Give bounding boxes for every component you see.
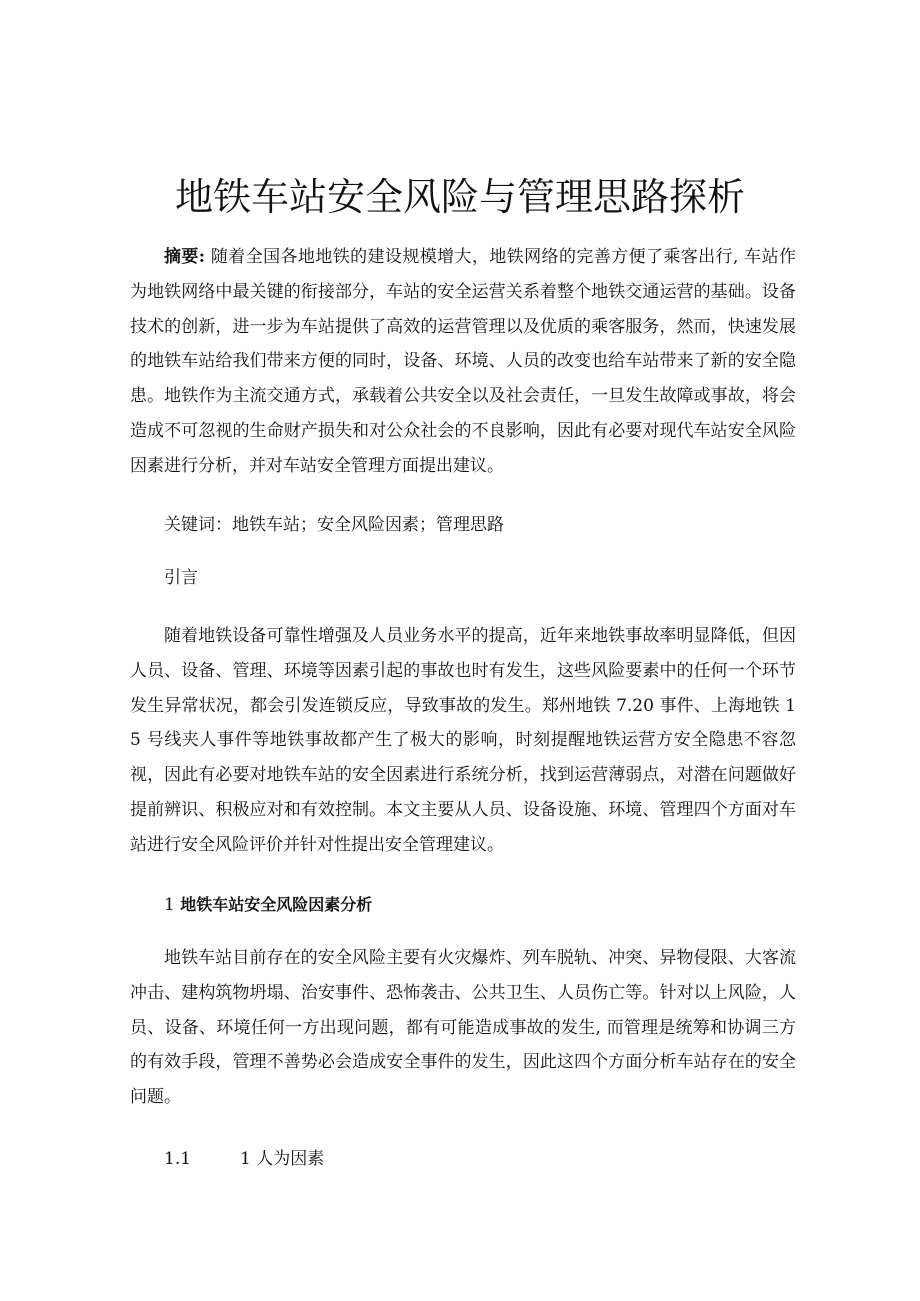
intro-paragraph: 随着地铁设备可靠性增强及人员业务水平的提高，近年来地铁事故率明显降低，但因人员、设备、管理、环境等因素引起的事故也时有发生，这些风险要素中的任何一个环节发生异常状况，都会引发连锁反应，导致事故的发生。郑州地铁 7.20 事件、上海地铁 15 号线夹人事件等地铁事故都产生了极大的影响，时刻提醒地铁运营方安全隐患不容忽视，因此有必要对地铁车站的安全因素进行系统分析，找到运营薄弱点，对潜在问题做好提前辨识、积极应对和有效控制。本文主要从人员、设备设施、环境、管理四个方面对车站进行安全风险评价并针对性提出安全管理建议。: [130, 626, 796, 855]
section-1-title: 地铁车站安全风险因素分析: [180, 895, 373, 914]
subsection-number: 1.1: [164, 1149, 192, 1169]
section-1-paragraph: 地铁车站目前存在的安全风险主要有火灾爆炸、列车脱轨、冲突、异物侵限、大客流冲击、建构筑物坍塌、治安事件、恐怖袭击、公共卫生、人员伤亡等。针对以上风险，人员、设备、环境任何一方出现问题，都有可能造成事故的发生, 而管理是统筹和协调三方的有效手段，管理不善势必会造成安全事件的发生，因此这四个方面分析车站存在的安全问题。: [130, 948, 796, 1108]
section-1-number: 1: [164, 895, 175, 915]
intro-heading: 引言: [164, 568, 198, 588]
abstract-paragraph: [130, 240, 796, 484]
abstract-text: 随着全国各地地铁的建设规模增大，地铁网络的完善方便了乘客出行, 车站作为地铁网络中最关键的衔接部分，车站的安全运营关系着整个地铁交通运营的基础。设备技术的创新，进一步为车站提供了高效的运营管理以及优质的乘客服务，然而，快速发展的地铁车站给我们带来方便的同时，设备、环境、人员的改变也给车站带来了新的安全隐患。地铁作为主流交通方式，承载着公共安全以及社会责任，一旦发生故障或事故，将会造成不可忽视的生命财产损失和对公众社会的不良影响，因此有必要对现代车站安全风险因素进行分析，并对车站安全管理方面提出建议。: [130, 247, 796, 476]
abstract-label: 摘要:: [164, 247, 206, 267]
section-1-heading: [164, 893, 372, 917]
page-title: 地铁车站安全风险与管理思路探析: [174, 175, 745, 220]
keywords-line: 关键词：地铁车站；安全风险因素；管理思路: [164, 515, 504, 535]
subsection-title: 1 人为因素: [240, 1149, 325, 1169]
